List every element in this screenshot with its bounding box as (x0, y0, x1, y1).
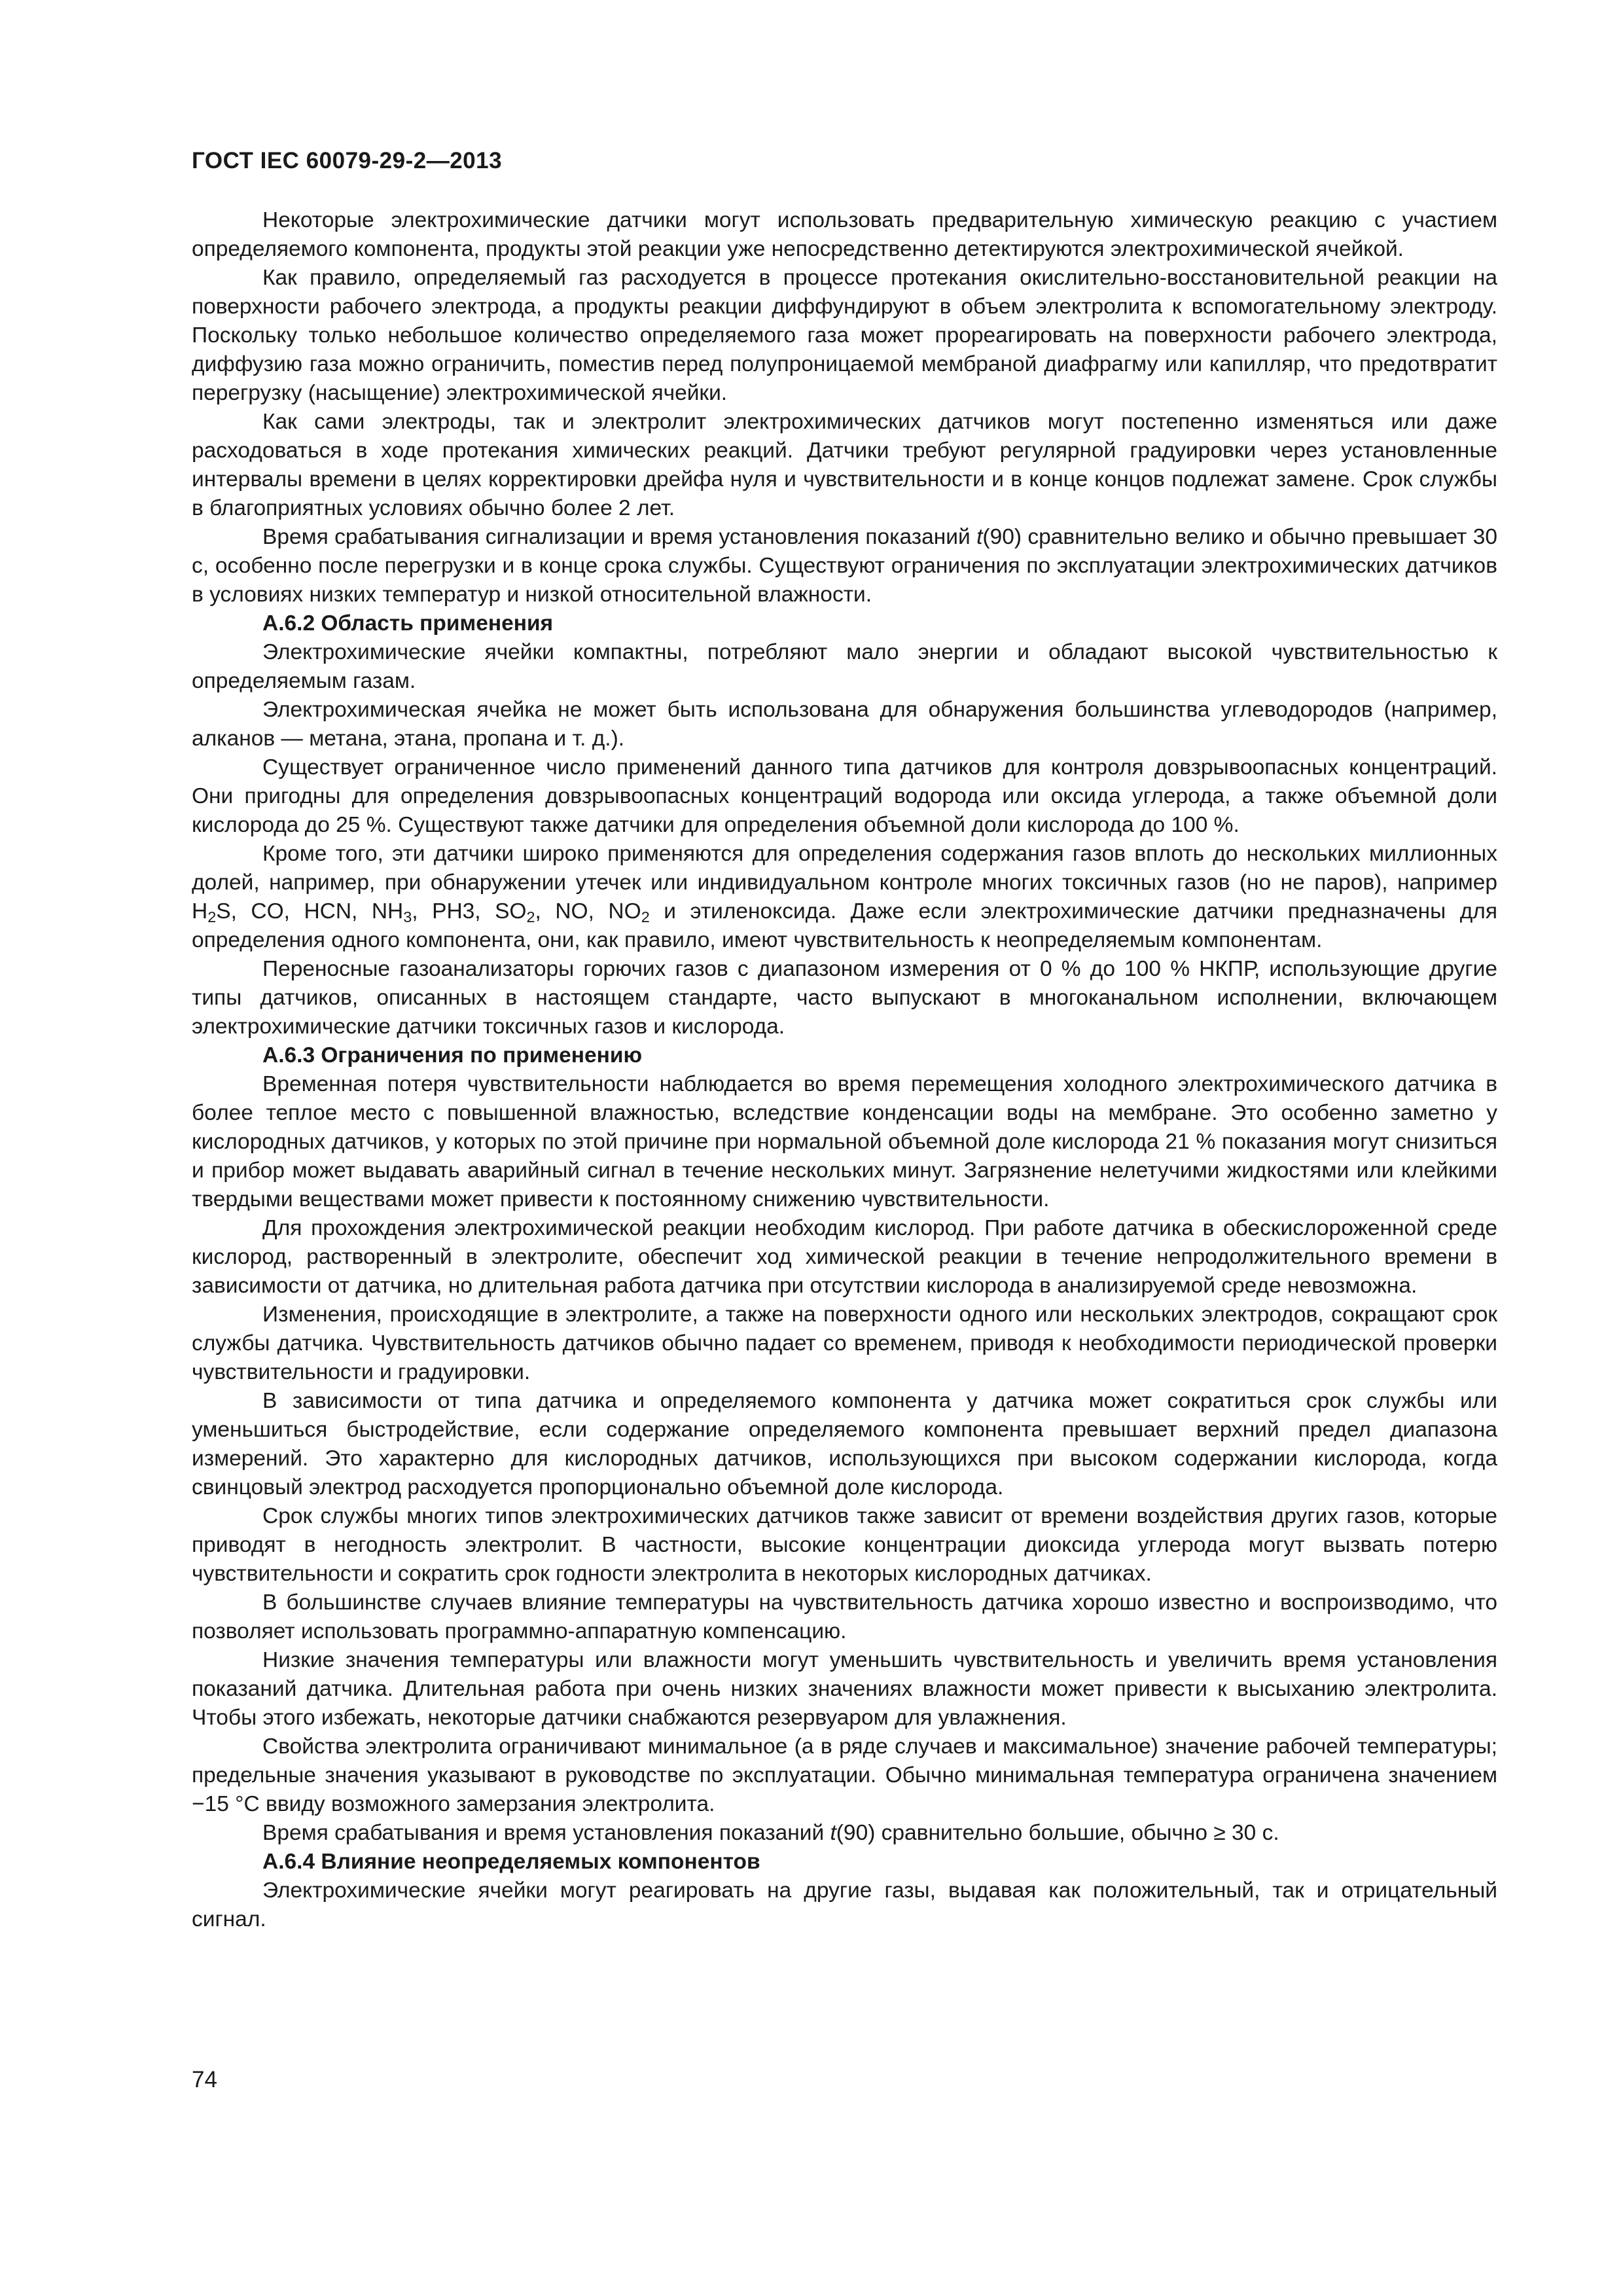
text-run: , PH3, SO (412, 899, 527, 924)
paragraph: Электрохимические ячейки могут реагировать на другие газы, выдавая как положительный, так и отрицательный сигнал. (192, 1878, 1497, 1931)
paragraph: Переносные газоанализаторы горючих газов с диапазоном измерения от 0 % до 100 % НКПР, использующие другие типы датчиков, описанных в настоящем стандарте, часто выпускают в многоканальном исполнении, включающем электрохимические датчики токсичных газов и кислорода. (192, 957, 1497, 1039)
paragraph: Электрохимическая ячейка не может быть использована для обнаружения большинства углеводородов (например, алканов — метана, этана, пропана и т. д.). (192, 698, 1497, 751)
paragraph: Срок службы многих типов электрохимических датчиков также зависит от времени воздействия других газов, которые приводят в негодность электролит. В частности, высокие концентрации диоксида углерода могут вызвать потерю чувствительности и сократить срок годности электролита в некоторых кислородных датчиках. (192, 1504, 1497, 1586)
page-number: 74 (192, 2067, 217, 2092)
text-run: (90) сравнительно велико и обычно превышает 30 с, особенно после перегрузки и в конце срока службы. Существуют ограничения по эксплуатации электрохимических датчиков в условиях низких температур и низкой относительной влажности. (192, 525, 1498, 607)
text-run: Кроме того, эти датчики широко применяются для определения содержания газов вплоть до нескольких миллионных долей, например, при обнаружении утечек или индивидуальном контроле многих токсичных газов (но не паров), например H (192, 842, 1497, 924)
paragraph: Электрохимические ячейки компактны, потребляют мало энергии и обладают высокой чувствительностью к определяемым газам. (192, 640, 1497, 693)
subscript: 2 (526, 908, 535, 925)
italic-symbol: t (830, 1821, 836, 1845)
document-header: ГОСТ IEC 60079-29-2—2013 (192, 148, 503, 173)
subscript: 2 (207, 908, 217, 925)
paragraph: Некоторые электрохимические датчики могут использовать предварительную химическую реакцию с участием определяемого компонента, продукты этой реакции уже непосредственно детектируются электрохимической ячейкой. (192, 208, 1497, 261)
paragraph: Низкие значения температуры или влажности могут уменьшить чувствительность и увеличить время установления показаний датчика. Длительная работа при очень низких значениях влажности может привести к высыханию электролита. Чтобы этого избежать, некоторые датчики снабжаются резервуаром для увлажнения. (192, 1648, 1497, 1730)
text-run: Время срабатывания и время установления показаний (262, 1821, 830, 1845)
paragraph: В большинстве случаев влияние температуры на чувствительность датчика хорошо известно и воспроизводимо, что позволяет использовать программно-аппаратную компенсацию. (192, 1590, 1497, 1643)
italic-symbol: t (976, 525, 983, 549)
paragraph: Временная потеря чувствительности наблюдается во время перемещения холодного электрохимического датчика в более теплое место с повышенной влажностью, вследствие конденсации воды на мембране. Это особенно заметно у кислородных датчиков, у которых по этой причине при нормальной объемной доле кислорода 21 % показания могут снизиться и прибор может выдавать аварийный сигнал в течение нескольких минут. Загрязнение нелетучими жидкостями или клейкими твердыми веществами может привести к постоянному снижению чувствительности. (192, 1072, 1497, 1211)
document-body (192, 206, 1497, 1934)
section-heading: А.6.4 Влияние неопределяемых компонентов (262, 1850, 760, 1874)
text-run: Время срабатывания сигнализации и время установления показаний (262, 525, 977, 549)
text-run: и этиленоксида. Даже если электрохимические датчики предназначены для определения одного компонента, они, как правило, имеют чувствительность к неопределяемым компонентам. (192, 899, 1497, 952)
paragraph (192, 523, 1497, 609)
paragraph (192, 1819, 1497, 1848)
subscript: 2 (641, 908, 650, 925)
paragraph: Как сами электроды, так и электролит электрохимических датчиков могут постепенно изменяться или даже расходоваться в ходе протекания химических реакций. Датчики требуют регулярной градуировки через установленные интервалы времени в целях корректировки дрейфа нуля и чувствительности и в конце концов подлежат замене. Срок службы в благоприятных условиях обычно более 2 лет. (192, 410, 1497, 520)
paragraph: Как правило, определяемый газ расходуется в процессе протекания окислительно-восстановительной реакции на поверхности рабочего электрода, а продукты реакции диффундируют в объем электролита к вспомогательному электроду. Поскольку только небольшое количество определяемого газа может прореагировать на поверхности рабочего электрода, диффузию газа можно ограничить, поместив перед полупроницаемой мембраной диафрагму или капилляр, что предотвратит перегрузку (насыщение) электрохимической ячейки. (192, 266, 1497, 405)
paragraph: В зависимости от типа датчика и определяемого компонента у датчика может сократиться срок службы или уменьшиться быстродействие, если содержание определяемого компонента превышает верхний предел диапазона измерений. Это характерно для кислородных датчиков, использующихся при высоком содержании кислорода, когда свинцовый электрод расходуется пропорционально объемной доле кислорода. (192, 1389, 1497, 1499)
section-heading: А.6.2 Область применения (262, 611, 554, 636)
paragraph: Свойства электролита ограничивают минимальное (а в ряде случаев и максимальное) значение рабочей температуры; предельные значения указывают в руководстве по эксплуатации. Обычно минимальная температура ограничена значением −15 °С ввиду возможного замерзания электролита. (192, 1734, 1497, 1816)
subscript: 3 (403, 908, 412, 925)
paragraph: Для прохождения электрохимической реакции необходим кислород. При работе датчика в обескислороженной среде кислород, растворенный в электролите, обеспечит ход химической реакции в течение непродолжительного времени в зависимости от датчика, но длительная работа датчика при отсутствии кислорода в анализируемой среде невозможна. (192, 1216, 1497, 1298)
paragraph: Изменения, происходящие в электролите, а также на поверхности одного или нескольких электродов, сокращают срок службы датчика. Чувствительность датчиков обычно падает со временем, приводя к необходимости периодической проверки чувствительности и градуировки. (192, 1302, 1497, 1384)
text-run: , NO, NO (535, 899, 641, 924)
paragraph: Существует ограниченное число применений данного типа датчиков для контроля довзрывоопасных концентраций. Они пригодны для определения довзрывоопасных концентраций водорода или оксида углерода, а также объемной доли кислорода до 25 %. Существуют также датчики для определения объемной доли кислорода до 100 %. (192, 755, 1497, 837)
paragraph (192, 840, 1497, 955)
section-heading: А.6.3 Ограничения по применению (262, 1043, 643, 1067)
text-run: (90) сравнительно большие, обычно ≥ 30 с. (836, 1821, 1279, 1845)
text-run: S, CO, HCN, NH (216, 899, 404, 924)
